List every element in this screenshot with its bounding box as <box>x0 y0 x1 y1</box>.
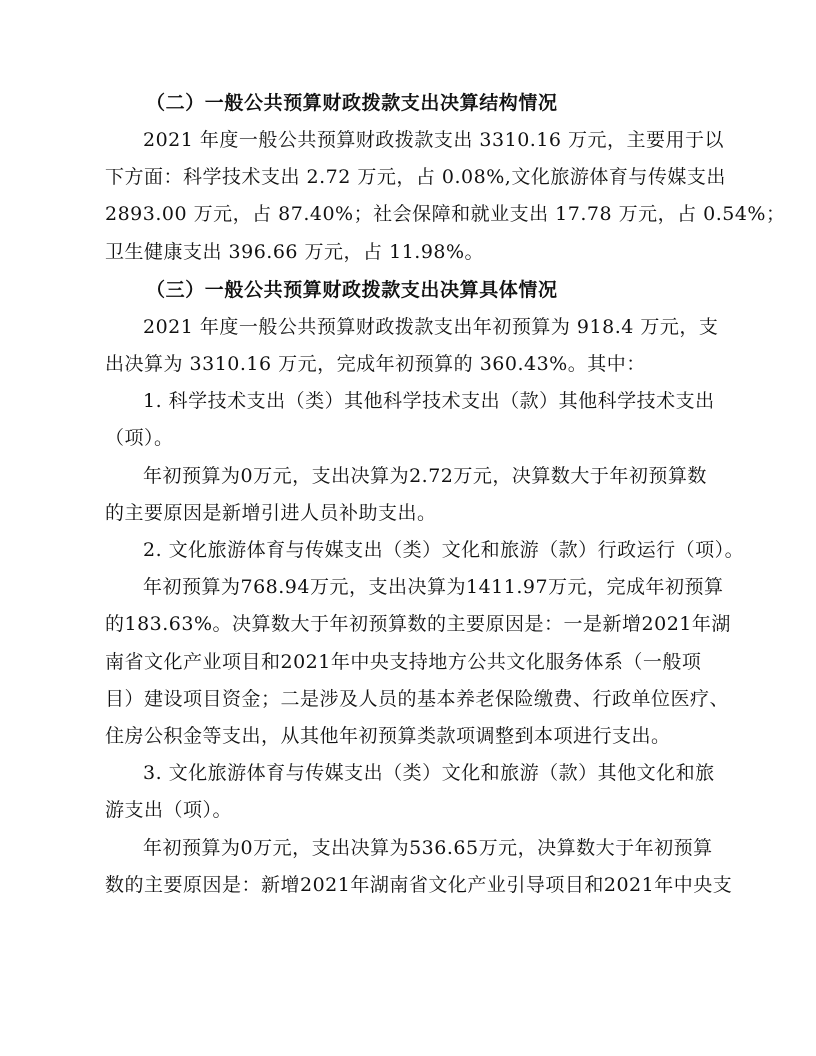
paragraph <box>105 458 717 532</box>
paragraph <box>105 569 731 755</box>
paragraph <box>105 383 717 457</box>
paragraph-line: （项）。 <box>105 427 174 450</box>
paragraph <box>105 830 733 904</box>
paragraph-line: 年初预算为0万元，支出决算为536.65万元，决算数大于年初预算 <box>143 836 713 859</box>
paragraph-line: 2. 文化旅游体育与传媒支出（类）文化和旅游（款）行政运行（项）。 <box>143 539 745 562</box>
paragraph-line: 3. 文化旅游体育与传媒支出（类）文化和旅游（款）其他文化和旅 <box>143 762 715 785</box>
paragraph-line: 年初预算为0万元，支出决算为2.72万元，决算数大于年初预算数 <box>143 464 707 487</box>
paragraph <box>105 532 745 569</box>
paragraph-line: 1. 科学技术支出（类）其他科学技术支出（款）其他科学技术支出 <box>143 390 715 413</box>
paragraph-line: 2893.00 万元，占 87.40%；社会保障和就业支出 17.78 万元，占 0.54%； <box>105 203 786 226</box>
paragraph-line: 游支出（项）。 <box>105 799 233 822</box>
paragraph-line: 下方面：科学技术支出 2.72 万元，占 0.08%,文化旅游体育与传媒支出 <box>105 166 726 189</box>
paragraph-line: 住房公积金等支出，从其他年初预算类款项调整到本项进行支出。 <box>105 725 671 748</box>
paragraph <box>105 755 717 829</box>
section-heading: （二）一般公共预算财政拨款支出决算结构情况 <box>146 92 558 114</box>
paragraph-line: 的183.63%。决算数大于年初预算数的主要原因是：一是新增2021年湖 <box>105 613 731 636</box>
paragraph-line: 卫生健康支出 396.66 万元，占 11.98%。 <box>105 240 485 263</box>
paragraph-line: 目）建设项目资金；二是涉及人员的基本养老保险缴费、行政单位医疗、 <box>105 687 730 710</box>
paragraph-line: 2021 年度一般公共预算财政拨款支出年初预算为 918.4 万元，支 <box>143 315 719 338</box>
paragraph <box>105 122 786 271</box>
paragraph-line: 的主要原因是新增引进人员补助支出。 <box>105 501 437 524</box>
paragraph-line: 出决算为 3310.16 万元，完成年初预算的 360.43%。其中： <box>105 353 646 376</box>
paragraph-line: 年初预算为768.94万元，支出决算为1411.97万元，完成年初预算 <box>143 576 724 599</box>
section-heading: （三）一般公共预算财政拨款支出决算具体情况 <box>146 278 558 301</box>
paragraph-line: 2021 年度一般公共预算财政拨款支出 3310.16 万元，主要用于以 <box>143 129 725 151</box>
paragraph-line: 数的主要原因是：新增2021年湖南省文化产业引导项目和2021年中央支 <box>105 873 733 896</box>
paragraph-line: 南省文化产业项目和2021年中央支持地方公共文化服务体系（一般项 <box>105 650 702 673</box>
document-body <box>105 84 786 904</box>
paragraph <box>105 309 717 383</box>
